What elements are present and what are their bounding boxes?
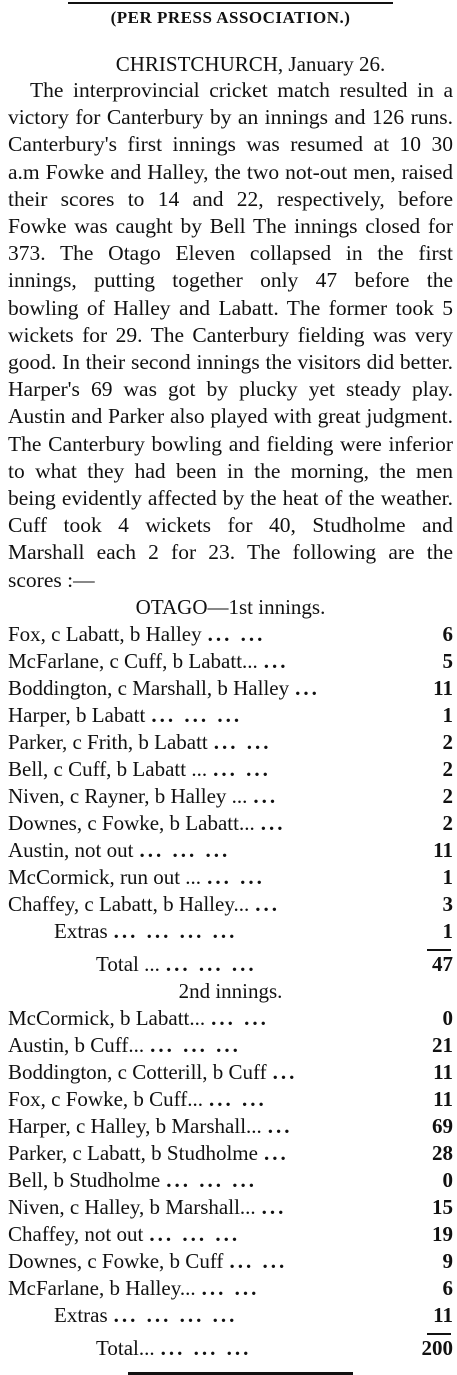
total-runs: 200	[421, 1335, 453, 1360]
leader-dots: ... ... ...	[165, 951, 257, 976]
runs: 1	[442, 864, 453, 889]
leader-dots: ...	[261, 1194, 287, 1219]
runs: 19	[432, 1221, 453, 1246]
extras-row	[8, 918, 453, 945]
total-label: Total ...	[96, 951, 160, 976]
leader-dots: ... ...	[211, 1005, 269, 1030]
score-row	[8, 648, 453, 675]
match-report-text: The interprovincial cricket match resulted in a victory for Canterbury by an innings and 126 runs. Canterbury's first innings was resumed at 10 30 a.m Fowke and Halley, the two not-out men, raised their scores to 14 and 22, respectively, before Fowke was caught by Bell The innings closed for 373. The Otago Eleven collapsed in the first innings, putting together only 47 before the bowling of Halley and Labatt. The former took 5 wickets for 29. The Canterbury fielding was very good. In their second innings the visitors did better. Harper's 69 was got by plucky yet steady play. Austin and Parker also played with great judgment. The Canterbury bowling and fielding were inferior to what they had been in the morning, the men being evidently affected by the heat of the weather. Cuff took 4 wickets for 40, Studholme and Marshall each 2 for 23. The following are the scores :—	[8, 78, 453, 592]
batsman: Chaffey, c Labatt, b Halley...	[8, 891, 250, 916]
score-row	[8, 1221, 453, 1248]
batsman: Chaffey, not out	[8, 1221, 144, 1246]
leader-dots: ... ... ...	[160, 1335, 252, 1360]
runs: 11	[433, 1086, 453, 1111]
batsman: Boddington, c Marshall, b Halley	[8, 675, 290, 700]
score-row	[8, 864, 453, 891]
leader-dots: ...	[295, 675, 320, 700]
batsman: McCormick, b Labatt...	[8, 1005, 206, 1030]
leader-dots: ...	[260, 810, 286, 835]
batsman: McCormick, run out ...	[8, 864, 202, 889]
score-row	[8, 1140, 453, 1167]
score-row	[8, 783, 453, 810]
runs: 6	[442, 621, 453, 646]
runs: 11	[433, 837, 453, 862]
batsman: Downes, c Fowke, b Labatt...	[8, 810, 255, 835]
leader-dots: ... ...	[213, 729, 272, 754]
leader-dots: ... ...	[229, 1248, 288, 1273]
score-row	[8, 891, 453, 918]
score-row	[8, 1248, 453, 1275]
score-row	[8, 810, 453, 837]
score-row	[8, 1086, 453, 1113]
extras-label: Extras	[54, 1302, 108, 1327]
batsman: Fox, c Fowke, b Cuff...	[8, 1086, 204, 1111]
score-row	[8, 1113, 453, 1140]
runs: 2	[442, 756, 453, 781]
batsman: Niven, c Rayner, b Halley ...	[8, 783, 248, 808]
batsman: Harper, b Labatt	[8, 702, 146, 727]
runs: 2	[442, 810, 453, 835]
leader-dots: ... ...	[207, 864, 265, 889]
runs: 2	[442, 729, 453, 754]
runs: 1	[442, 702, 453, 727]
top-rule	[68, 2, 393, 4]
dateline: CHRISTCHURCH, January 26.	[115, 52, 386, 76]
leader-dots: ...	[255, 891, 280, 916]
second-innings-heading: 2nd innings.	[178, 978, 283, 1003]
batsman: Harper, c Halley, b Marshall...	[8, 1113, 262, 1138]
extras-label: Extras	[54, 918, 108, 943]
runs: 9	[442, 1248, 453, 1273]
score-row	[8, 1194, 453, 1221]
batsman: Austin, b Cuff...	[8, 1032, 145, 1057]
score-row	[8, 1167, 453, 1194]
total-label: Total...	[96, 1335, 155, 1360]
match-report	[8, 77, 453, 594]
leader-dots: ...	[263, 648, 289, 673]
leader-dots: ... ... ...	[139, 837, 231, 862]
runs: 2	[442, 783, 453, 808]
leader-dots: ...	[263, 1140, 289, 1165]
score-row	[8, 729, 453, 756]
bottom-rule	[128, 1372, 353, 1375]
leader-dots: ... ... ...	[150, 1032, 241, 1057]
score-row	[8, 1005, 453, 1032]
batsman: McFarlane, c Cuff, b Labatt...	[8, 648, 258, 673]
batsman: Austin, not out	[8, 837, 134, 862]
leader-dots: ... ... ...	[166, 1167, 257, 1192]
leader-dots: ... ... ... ...	[113, 918, 238, 943]
press-association-header: (PER PRESS ASSOCIATION.)	[110, 8, 351, 27]
runs: 5	[442, 648, 453, 673]
leader-dots: ...	[253, 783, 279, 808]
total-runs: 47	[432, 951, 453, 976]
batsman: Parker, c Labatt, b Studholme	[8, 1140, 258, 1165]
leader-dots: ... ...	[213, 756, 271, 781]
runs: 15	[432, 1194, 453, 1219]
extras-row	[8, 1302, 453, 1329]
score-row	[8, 675, 453, 702]
batsman: Bell, c Cuff, b Labatt ...	[8, 756, 208, 781]
score-row	[8, 621, 453, 648]
leader-dots: ...	[272, 1059, 298, 1084]
batsman: Boddington, c Cotterill, b Cuff	[8, 1059, 267, 1084]
batsman: Fox, c Labatt, b Halley	[8, 621, 202, 646]
leader-dots: ... ... ... ...	[113, 1302, 238, 1327]
batsman: Parker, c Frith, b Labatt	[8, 729, 208, 754]
batsman: Downes, c Fowke, b Cuff	[8, 1248, 224, 1273]
first-innings-scores	[8, 621, 453, 978]
leader-dots: ... ...	[207, 621, 266, 646]
leader-dots: ...	[267, 1113, 293, 1138]
batsman: McFarlane, b Halley...	[8, 1275, 196, 1300]
extras-runs: 11	[433, 1302, 453, 1327]
leader-dots: ... ...	[209, 1086, 267, 1111]
runs: 0	[442, 1167, 453, 1192]
score-row	[8, 1275, 453, 1302]
runs: 6	[442, 1275, 453, 1300]
batsman: Niven, c Halley, b Marshall...	[8, 1194, 256, 1219]
runs: 3	[442, 891, 453, 916]
score-row	[8, 1059, 453, 1086]
total-row	[8, 1335, 453, 1362]
score-row	[8, 1032, 453, 1059]
second-innings-scores	[8, 1005, 453, 1362]
runs: 11	[433, 1059, 453, 1084]
runs: 69	[432, 1113, 453, 1138]
leader-dots: ... ...	[201, 1275, 260, 1300]
runs: 0	[442, 1005, 453, 1030]
score-row	[8, 702, 453, 729]
first-innings-heading: OTAGO—1st innings.	[135, 594, 326, 619]
score-row	[8, 756, 453, 783]
extras-runs: 1	[442, 918, 453, 943]
leader-dots: ... ... ...	[151, 702, 243, 727]
score-row	[8, 837, 453, 864]
batsman: Bell, b Studholme	[8, 1167, 161, 1192]
runs: 11	[433, 675, 453, 700]
runs: 21	[432, 1032, 453, 1057]
total-row	[8, 951, 453, 978]
runs: 28	[432, 1140, 453, 1165]
leader-dots: ... ... ...	[149, 1221, 241, 1246]
